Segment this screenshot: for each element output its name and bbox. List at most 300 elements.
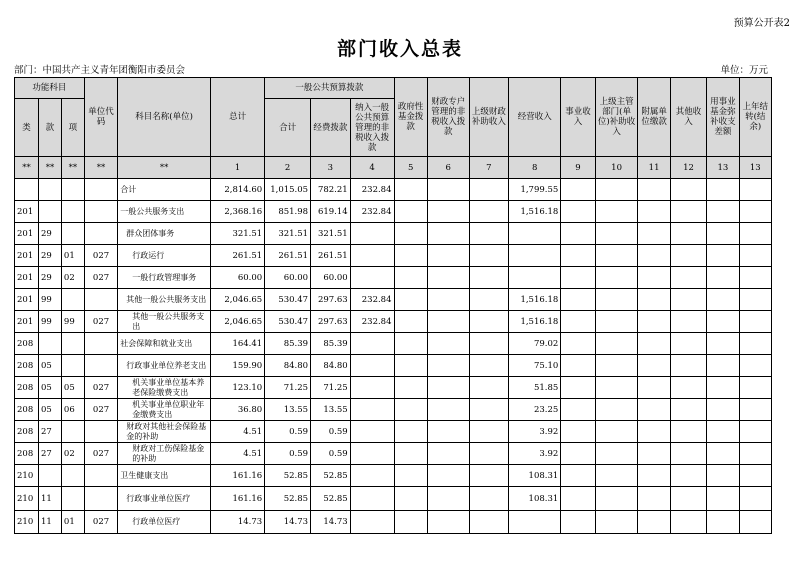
cell-empty (394, 511, 427, 534)
cell-empty (595, 201, 638, 223)
cell-empty (469, 421, 509, 443)
cell-empty (739, 267, 771, 289)
cell-empty (561, 443, 595, 465)
cell-empty (469, 223, 509, 245)
table-row (15, 421, 772, 443)
cell-nontax (350, 377, 394, 399)
cell-empty (595, 245, 638, 267)
cell-code (84, 421, 117, 443)
cell-empty (670, 179, 706, 201)
cell-total: 2,814.60 (211, 179, 265, 201)
cell-oper: 1,799.55 (509, 179, 561, 201)
page-title: 部门收入总表 (336, 38, 463, 60)
cell-empty (469, 377, 509, 399)
header-total: 总计 (211, 78, 265, 157)
cell-total: 36.80 (211, 399, 265, 421)
cell-empty (469, 289, 509, 311)
cell-empty (469, 399, 509, 421)
cell-empty (394, 377, 427, 399)
cell-fund: 619.14 (311, 201, 351, 223)
cell-kuan (38, 201, 61, 223)
cell-lei: 208 (15, 421, 39, 443)
cell-empty (707, 511, 739, 534)
cell-empty (707, 465, 739, 487)
cell-empty (394, 421, 427, 443)
index-cell: 8 (509, 157, 561, 179)
cell-xiang: 01 (61, 511, 84, 534)
cell-total: 14.73 (211, 511, 265, 534)
cell-sub: 530.47 (265, 289, 311, 311)
cell-lei: 201 (15, 289, 39, 311)
cell-fund: 60.00 (311, 267, 351, 289)
cell-kuan: 99 (38, 289, 61, 311)
cell-sub: 14.73 (265, 511, 311, 534)
cell-empty (561, 421, 595, 443)
form-code: 预算公开表2 (733, 18, 790, 29)
cell-empty (561, 179, 595, 201)
cell-empty (427, 289, 469, 311)
cell-nontax (350, 421, 394, 443)
cell-oper: 3.92 (509, 421, 561, 443)
cell-sub: 321.51 (265, 223, 311, 245)
cell-oper: 23.25 (509, 399, 561, 421)
cell-empty (469, 267, 509, 289)
cell-lei: 210 (15, 511, 39, 534)
cell-fund: 71.25 (311, 377, 351, 399)
cell-xiang (61, 201, 84, 223)
cell-total: 161.16 (211, 487, 265, 511)
cell-sub: 13.55 (265, 399, 311, 421)
cell-sub: 52.85 (265, 465, 311, 487)
cell-empty (595, 223, 638, 245)
table-row (15, 465, 772, 487)
cell-empty (561, 311, 595, 333)
cell-xiang: 99 (61, 311, 84, 333)
cell-empty (561, 245, 595, 267)
cell-empty (707, 421, 739, 443)
cell-empty (638, 311, 670, 333)
cell-empty (394, 311, 427, 333)
cell-empty (394, 399, 427, 421)
cell-name: 群众团体事务 (118, 223, 211, 245)
cell-nontax (350, 355, 394, 377)
cell-nontax (350, 267, 394, 289)
cell-lei: 210 (15, 487, 39, 511)
cell-empty (469, 245, 509, 267)
cell-xiang (61, 289, 84, 311)
header-subject-name: 科目名称(单位) (118, 78, 211, 157)
cell-fund: 261.51 (311, 245, 351, 267)
cell-code: 027 (84, 245, 117, 267)
cell-empty (394, 443, 427, 465)
cell-empty (469, 201, 509, 223)
cell-empty (739, 179, 771, 201)
cell-fund: 782.21 (311, 179, 351, 201)
cell-empty (670, 355, 706, 377)
cell-oper: 108.31 (509, 487, 561, 511)
cell-name: 财政对其他社会保险基金的补助 (118, 421, 211, 443)
header-functional-subject: 功能科目 (15, 78, 85, 99)
cell-empty (670, 333, 706, 355)
cell-kuan: 99 (38, 311, 61, 333)
cell-empty (427, 511, 469, 534)
cell-lei: 201 (15, 311, 39, 333)
cell-nontax (350, 223, 394, 245)
cell-name: 其他一般公共服务支出 (118, 311, 211, 333)
cell-empty (670, 443, 706, 465)
cell-empty (469, 443, 509, 465)
table-row (15, 487, 772, 511)
cell-nontax (350, 465, 394, 487)
cell-fund: 14.73 (311, 511, 351, 534)
cell-empty (595, 421, 638, 443)
cell-nontax: 232.84 (350, 179, 394, 201)
cell-name: 行政运行 (118, 245, 211, 267)
header-subtotal: 合计 (265, 99, 311, 157)
header-fund-makeup: 用事业基金弥补收支差额 (707, 78, 739, 157)
cell-fund: 52.85 (311, 487, 351, 511)
cell-sub: 71.25 (265, 377, 311, 399)
cell-name: 行政单位医疗 (118, 511, 211, 534)
cell-empty (427, 267, 469, 289)
cell-kuan (38, 179, 61, 201)
cell-sub: 0.59 (265, 421, 311, 443)
table-row (15, 311, 772, 333)
table-row (15, 267, 772, 289)
cell-oper: 108.31 (509, 465, 561, 487)
cell-empty (670, 223, 706, 245)
cell-xiang (61, 355, 84, 377)
cell-empty (638, 421, 670, 443)
cell-name: 财政对工伤保险基金的补助 (118, 443, 211, 465)
index-cell: 11 (638, 157, 670, 179)
cell-name: 一般行政管理事务 (118, 267, 211, 289)
cell-name: 行政事业单位医疗 (118, 487, 211, 511)
index-cell: ** (38, 157, 61, 179)
cell-empty (427, 399, 469, 421)
cell-empty (394, 487, 427, 511)
unit-label: 单位：万元 (720, 65, 768, 76)
header-xiang: 项 (61, 99, 84, 157)
index-cell: 7 (469, 157, 509, 179)
cell-empty (469, 511, 509, 534)
cell-oper (509, 511, 561, 534)
cell-empty (561, 511, 595, 534)
cell-empty (670, 289, 706, 311)
cell-kuan: 27 (38, 421, 61, 443)
cell-nontax (350, 245, 394, 267)
cell-empty (670, 465, 706, 487)
cell-lei: 208 (15, 399, 39, 421)
cell-oper: 3.92 (509, 443, 561, 465)
cell-empty (427, 377, 469, 399)
cell-empty (638, 377, 670, 399)
department-label: 部门：中国共产主义青年团衡阳市委员会 (14, 65, 186, 76)
cell-xiang (61, 421, 84, 443)
cell-empty (427, 179, 469, 201)
cell-total: 2,046.65 (211, 289, 265, 311)
cell-xiang (61, 179, 84, 201)
cell-empty (670, 377, 706, 399)
cell-empty (561, 289, 595, 311)
cell-name: 机关事业单位基本养老保险缴费支出 (118, 377, 211, 399)
cell-empty (394, 267, 427, 289)
index-cell: 6 (427, 157, 469, 179)
index-cell: ** (61, 157, 84, 179)
cell-empty (561, 487, 595, 511)
cell-empty (469, 355, 509, 377)
cell-empty (595, 289, 638, 311)
cell-nontax: 232.84 (350, 201, 394, 223)
cell-lei: 201 (15, 245, 39, 267)
cell-code: 027 (84, 511, 117, 534)
cell-lei: 210 (15, 465, 39, 487)
cell-xiang: 02 (61, 267, 84, 289)
cell-sub: 52.85 (265, 487, 311, 511)
cell-kuan: 11 (38, 487, 61, 511)
cell-oper: 75.10 (509, 355, 561, 377)
cell-empty (427, 487, 469, 511)
cell-empty (561, 377, 595, 399)
cell-total: 321.51 (211, 223, 265, 245)
cell-oper: 1,516.18 (509, 201, 561, 223)
cell-empty (427, 421, 469, 443)
cell-empty (670, 267, 706, 289)
income-table (14, 77, 772, 534)
index-cell: ** (118, 157, 211, 179)
header-affiliated: 附属单位缴款 (638, 78, 670, 157)
cell-sub: 0.59 (265, 443, 311, 465)
cell-empty (561, 399, 595, 421)
cell-empty (670, 511, 706, 534)
cell-kuan: 11 (38, 511, 61, 534)
cell-fund: 84.80 (311, 355, 351, 377)
cell-empty (707, 487, 739, 511)
cell-code: 027 (84, 377, 117, 399)
cell-empty (469, 487, 509, 511)
cell-total: 4.51 (211, 421, 265, 443)
cell-fund: 85.39 (311, 333, 351, 355)
table-row (15, 399, 772, 421)
cell-empty (638, 443, 670, 465)
cell-lei: 208 (15, 377, 39, 399)
cell-empty (595, 511, 638, 534)
cell-empty (739, 511, 771, 534)
cell-empty (595, 377, 638, 399)
table-row (15, 289, 772, 311)
cell-fund: 297.63 (311, 289, 351, 311)
cell-oper: 51.85 (509, 377, 561, 399)
cell-empty (638, 511, 670, 534)
cell-empty (739, 465, 771, 487)
table-row (15, 355, 772, 377)
cell-empty (638, 179, 670, 201)
cell-empty (739, 201, 771, 223)
cell-sub: 851.98 (265, 201, 311, 223)
cell-total: 2,368.16 (211, 201, 265, 223)
table-row (15, 333, 772, 355)
cell-empty (561, 333, 595, 355)
cell-empty (638, 267, 670, 289)
cell-empty (739, 487, 771, 511)
cell-sub: 1,015.05 (265, 179, 311, 201)
index-cell: 1 (211, 157, 265, 179)
cell-empty (394, 245, 427, 267)
cell-empty (638, 465, 670, 487)
cell-empty (595, 333, 638, 355)
cell-empty (707, 443, 739, 465)
cell-kuan: 05 (38, 377, 61, 399)
cell-code: 027 (84, 311, 117, 333)
cell-total: 4.51 (211, 443, 265, 465)
cell-empty (670, 487, 706, 511)
cell-empty (427, 333, 469, 355)
header-supervisor-subsidy: 上级主管部门(单位)补助收入 (595, 78, 638, 157)
cell-lei: 208 (15, 355, 39, 377)
cell-total: 2,046.65 (211, 311, 265, 333)
cell-empty (561, 465, 595, 487)
cell-kuan: 05 (38, 399, 61, 421)
cell-empty (707, 201, 739, 223)
cell-code (84, 355, 117, 377)
cell-empty (469, 465, 509, 487)
cell-oper: 79.02 (509, 333, 561, 355)
cell-xiang (61, 465, 84, 487)
cell-empty (707, 289, 739, 311)
cell-nontax (350, 333, 394, 355)
cell-lei: 201 (15, 267, 39, 289)
cell-empty (595, 487, 638, 511)
table-row (15, 511, 772, 534)
cell-empty (707, 311, 739, 333)
cell-empty (595, 179, 638, 201)
cell-empty (739, 399, 771, 421)
cell-sub: 85.39 (265, 333, 311, 355)
cell-code: 027 (84, 267, 117, 289)
header-gov-fund: 政府性基金拨款 (394, 78, 427, 157)
index-cell: ** (84, 157, 117, 179)
cell-empty (561, 355, 595, 377)
cell-fund: 0.59 (311, 421, 351, 443)
cell-empty (469, 179, 509, 201)
cell-nontax (350, 443, 394, 465)
cell-empty (394, 355, 427, 377)
cell-empty (638, 399, 670, 421)
index-cell: 13 (739, 157, 771, 179)
cell-empty (638, 201, 670, 223)
cell-name: 机关事业单位职业年金缴费支出 (118, 399, 211, 421)
index-cell: 3 (311, 157, 351, 179)
index-cell: 5 (394, 157, 427, 179)
header-non-tax: 纳入一般公共预算管理的非税收入拨款 (350, 99, 394, 157)
cell-empty (707, 377, 739, 399)
cell-kuan: 29 (38, 223, 61, 245)
cell-empty (595, 267, 638, 289)
table-row (15, 245, 772, 267)
cell-fund: 0.59 (311, 443, 351, 465)
cell-oper: 1,516.18 (509, 311, 561, 333)
table-row (15, 179, 772, 201)
cell-empty (595, 399, 638, 421)
cell-kuan: 29 (38, 267, 61, 289)
cell-empty (427, 355, 469, 377)
cell-empty (638, 223, 670, 245)
cell-xiang: 05 (61, 377, 84, 399)
header-business: 事业收入 (561, 78, 595, 157)
cell-code (84, 289, 117, 311)
header-unit-code: 单位代码 (84, 78, 117, 157)
cell-empty (739, 223, 771, 245)
cell-empty (394, 223, 427, 245)
cell-code (84, 333, 117, 355)
cell-empty (561, 267, 595, 289)
cell-xiang (61, 333, 84, 355)
cell-empty (707, 355, 739, 377)
index-cell: 10 (595, 157, 638, 179)
cell-empty (707, 399, 739, 421)
cell-empty (670, 399, 706, 421)
cell-empty (427, 465, 469, 487)
cell-empty (469, 311, 509, 333)
cell-empty (739, 443, 771, 465)
cell-lei: 208 (15, 443, 39, 465)
cell-empty (394, 333, 427, 355)
cell-empty (739, 289, 771, 311)
cell-empty (595, 311, 638, 333)
cell-empty (739, 333, 771, 355)
cell-name: 行政事业单位养老支出 (118, 355, 211, 377)
cell-oper (509, 267, 561, 289)
cell-code (84, 465, 117, 487)
cell-empty (638, 245, 670, 267)
cell-nontax: 232.84 (350, 289, 394, 311)
cell-code (84, 223, 117, 245)
cell-oper (509, 245, 561, 267)
index-cell: 2 (265, 157, 311, 179)
cell-empty (638, 487, 670, 511)
cell-empty (670, 421, 706, 443)
cell-empty (670, 245, 706, 267)
table-row (15, 201, 772, 223)
cell-kuan: 29 (38, 245, 61, 267)
cell-empty (394, 465, 427, 487)
cell-empty (394, 201, 427, 223)
header-kuan: 款 (38, 99, 61, 157)
cell-nontax (350, 487, 394, 511)
cell-sub: 84.80 (265, 355, 311, 377)
cell-xiang: 02 (61, 443, 84, 465)
cell-empty (595, 465, 638, 487)
index-cell: 9 (561, 157, 595, 179)
cell-empty (427, 201, 469, 223)
cell-empty (707, 333, 739, 355)
cell-total: 261.51 (211, 245, 265, 267)
cell-name: 社会保障和就业支出 (118, 333, 211, 355)
cell-oper (509, 223, 561, 245)
cell-empty (427, 311, 469, 333)
cell-empty (469, 333, 509, 355)
cell-lei: 201 (15, 223, 39, 245)
cell-name: 卫生健康支出 (118, 465, 211, 487)
cell-total: 159.90 (211, 355, 265, 377)
cell-empty (670, 311, 706, 333)
cell-empty (561, 223, 595, 245)
table-row (15, 223, 772, 245)
cell-xiang: 06 (61, 399, 84, 421)
cell-empty (595, 443, 638, 465)
cell-fund: 13.55 (311, 399, 351, 421)
header-other: 其他收入 (670, 78, 706, 157)
